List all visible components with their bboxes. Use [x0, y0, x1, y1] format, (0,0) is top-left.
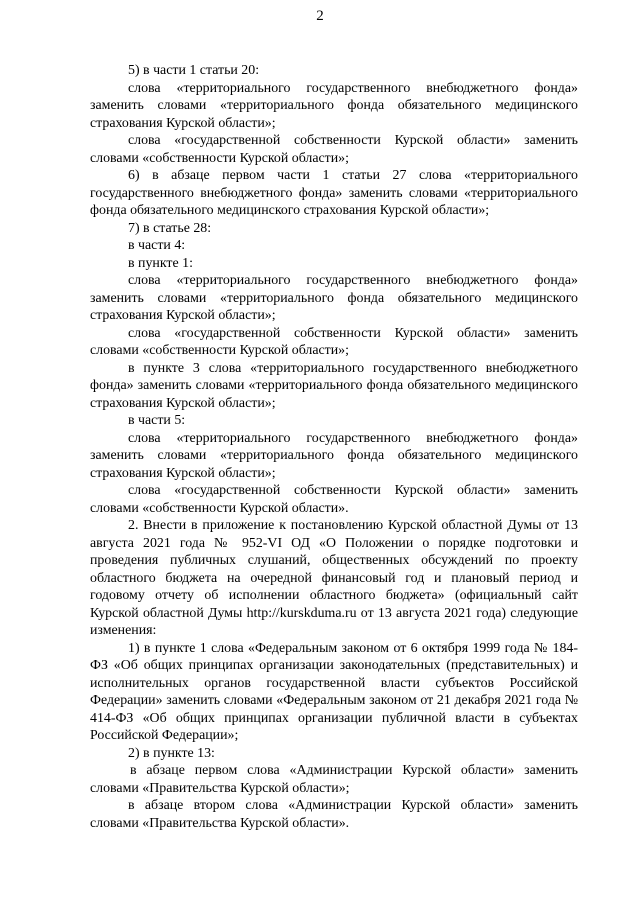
paragraph: в абзаце первом слова «Администрации Курской области» заменить словами «Правительства Курской области»; — [90, 763, 578, 796]
paragraph: слова «территориального государственного внебюджетного фонда» заменить словами «территориального фонда обязательного медицинского страхования Курской области»; — [90, 80, 578, 131]
paragraph: в пункте 1: — [128, 255, 193, 271]
paragraph: слова «территориального государственного внебюджетного фонда» заменить словами «территориального фонда обязательного медицинского страхования Курской области»; — [90, 430, 578, 481]
paragraph: 7) в статье 28: — [128, 220, 212, 236]
paragraph: слова «территориального государственного внебюджетного фонда» заменить словами «территориального фонда обязательного медицинского страхования Курской области»; — [90, 273, 578, 323]
paragraph: в части 4: — [128, 238, 186, 253]
paragraph: 2. Внести в приложение к постановлению Курской областной Думы от 13 августа 2021 года № 952-VI ОД «О Положении о порядке подготовки и проведения публичных слушаний, общественных обсуждений по проекту областного бюджета на очередной финансовый год и плановый период и годовому отчету об исполнении областного бюджета» (официальный сайт Курской областной Думы http://kurskduma.ru от 13 августа 2021 года) следующие изменения: — [90, 518, 578, 638]
document-body — [90, 62, 578, 832]
paragraph: в абзаце втором слова «Администрации Курской области» заменить словами «Правительства Курской области». — [90, 798, 578, 831]
paragraph: слова «государственной собственности Курской области» заменить словами «собственности Курской области»; — [90, 325, 578, 358]
paragraph: слова «государственной собственности Курской области» заменить словами «собственности Курской области». — [90, 483, 578, 516]
paragraph: в пункте 3 слова «территориального государственного внебюджетного фонда» заменить словами «территориального фонда обязательного медицинского страхования Курской области»; — [90, 360, 578, 411]
paragraph: 1) в пункте 1 слова «Федеральным законом от 6 октября 1999 года № 184-ФЗ «Об общих принципах организации законодательных (представительных) и исполнительных органов государственной власти субъектов Российской Федерации» заменить словами «Федеральным законом от 21 декабря 2021 года № 414-ФЗ «Об общих принципах организации публичной власти в субъектах Российской Федерации»; — [90, 640, 578, 743]
paragraph: слова «государственной собственности Курской области» заменить словами «собственности Курской области»; — [90, 133, 578, 166]
paragraph: в части 5: — [128, 413, 186, 428]
paragraph: 2) в пункте 13: — [128, 745, 215, 761]
page-number: 2 — [316, 8, 324, 24]
paragraph: 5) в части 1 статьи 20: — [128, 63, 260, 78]
paragraph: 6) в абзаце первом части 1 статьи 27 слова «территориального государственного внебюджетного фонда» заменить словами «территориального фонда обязательного медицинского страхования Курской области»; — [90, 168, 578, 218]
